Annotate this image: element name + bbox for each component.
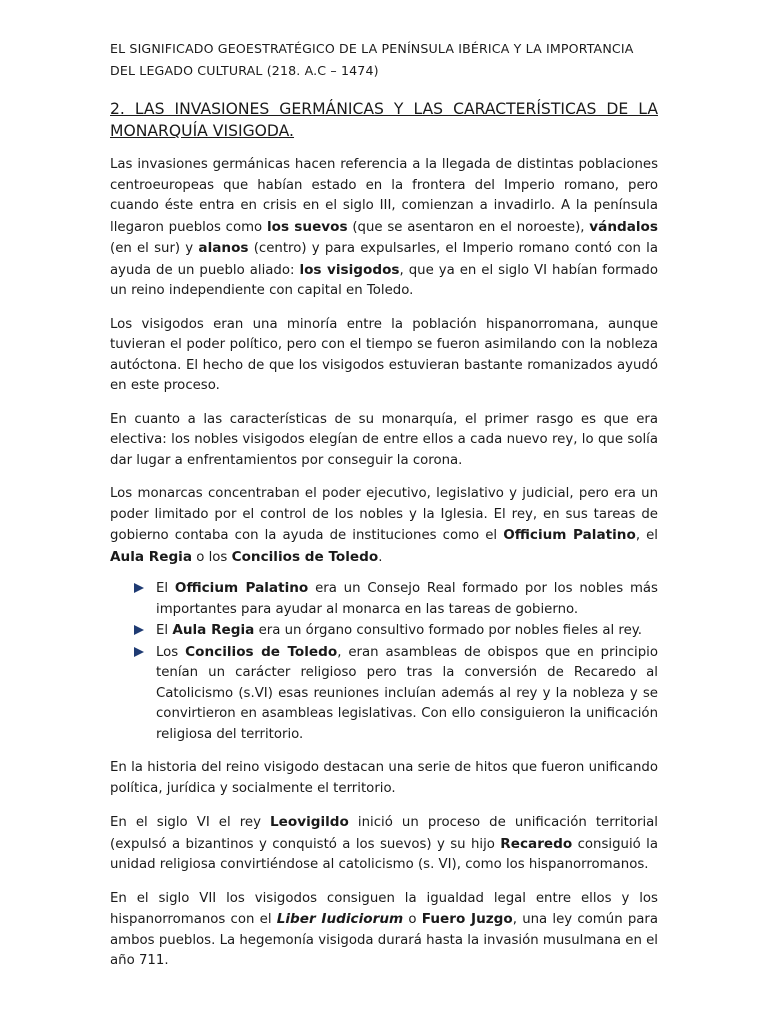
term-aula-regia: Aula Regia [110,548,193,565]
text-run: En el siglo VI el rey [110,815,270,830]
text-run: era un Consejo Real formado por los nobles más importantes para ayudar al monarca en las tareas de gobierno. [156,581,658,617]
document-header [110,38,658,82]
arrow-bullet-icon [134,625,144,635]
text-run: En el siglo VII los visigodos consiguen la igualdad legal entre ellos y los hispanorromanos con el [110,890,658,927]
text-run: (que se asentaron en el noroeste), [347,219,590,235]
text-run: , eran asambleas de obispos que en principio tenían un carácter religioso pero tras la conversión de Recaredo al Catolicismo (s.VI) esas reuniones incluían además al rey y la nobleza y se convirtieron en asambleas legislativas. Con ello consiguieron la unificación religiosa del territorio. [156,644,658,742]
list-item [156,642,658,746]
arrow-bullet-icon [134,647,144,657]
text-run: o los [192,549,232,565]
term-visigodos: los visigodos [299,261,400,278]
paragraph-elective-monarchy: En cuanto a las características de su monarquía, el primer rasgo es que era electiva: los nobles visigodos elegían de entre ellos a cada nuevo rey, lo que solía dar lugar a enfrentamientos por conseguir la corona. [110,411,658,468]
term-alanos: alanos [198,240,249,256]
institutions-list [110,578,658,745]
text-run: (centro) y para expulsarles, el Imperio romano contó con la ayuda de un pueblo aliado: [110,241,659,278]
text-run: , el [635,528,658,543]
text-run: El [156,623,173,638]
text-run: Los [156,644,186,660]
term-officium-palatino: Officium Palatino [503,527,636,543]
section-title: 2. LAS INVASIONES GERMÁNICAS Y LAS CARACTERÍSTICAS DE LA MONARQUÍA VISIGODA. [110,100,658,140]
document-page [110,38,658,972]
text-run: , que ya en el siglo VI habían formado un reino independiente con capital en Toledo. [110,262,658,298]
paragraph-minority: Los visigodos eran una minoría entre la población hispanorromana, aunque tuvieran el poder político, pero con el tiempo se fueron asimilando con la nobleza autóctona. El hecho de que los visigodos estuvieran bastante romanizados ayudó en este proceso. [110,316,658,393]
term-liber-iudiciorum: Liber Iudiciorum [276,911,404,927]
term-fuero-juzgo: Fuero Juzgo [421,911,513,927]
term-recaredo: Recaredo [500,835,573,852]
text-run: , una ley común para ambos pueblos. La hegemonía visigoda durará hasta la invasión musulmana en el año 711. [110,912,659,968]
term-officium-palatino: Officium Palatino [174,580,309,596]
term-leovigildo: Leovigildo [270,814,349,830]
list-item [156,578,658,620]
term-concilios-de-toledo: Concilios de Toledo [185,643,338,660]
text-run: era un órgano consultivo formado por nobles fieles al rey. [254,623,642,638]
text-run: . [378,549,383,565]
paragraph-milestones: En la historia del reino visigodo destacan una serie de hitos que fueron unificando política, jurídica y socialmente el territorio. [110,760,658,796]
header-line-2: DEL LEGADO CULTURAL (218. A.C – 1474) [110,63,379,78]
header-line-1: EL SIGNIFICADO GEOESTRATÉGICO DE LA PENÍNSULA IBÉRICA Y LA IMPORTANCIA [110,41,634,56]
term-concilios-de-toledo: Concilios de Toledo [231,548,379,565]
term-vandalos: vándalos [589,218,658,235]
text-run: El [156,581,175,596]
term-suevos: los suevos [266,218,348,235]
term-aula-regia: Aula Regia [172,622,255,638]
text-run: consiguió la unidad religiosa convirtiéndose al catolicismo (s. VI), como los hispanorromanos. [110,836,658,872]
paragraph-powers [110,484,658,568]
paragraph-leovigildo [110,812,658,876]
paragraph-invasions [110,155,658,302]
text-run: Las invasiones germánicas hacen referencia a la llegada de distintas poblaciones centroeuropeas que habían estado en la frontera del Imperio romano, pero cuando éste entra en crisis en el siglo III, comienzan a invadirlo. A la península llegaron pueblos como [110,157,658,235]
text-run: (en el sur) y [110,241,199,256]
paragraph-liber-iudiciorum [110,889,658,972]
arrow-bullet-icon [134,583,144,593]
text-run: Los monarcas concentraban el poder ejecutivo, legislativo y judicial, pero era un poder limitado por el control de los nobles y la Iglesia. El rey, en sus tareas de gobierno contaba con la ayuda de instituciones como el [110,486,658,543]
list-item [156,620,658,642]
text-run: o [403,912,422,927]
text-run: inició un proceso de unificación territorial (expulsó a bizantinos y conquistó a los suevos) y su hijo [110,815,658,852]
